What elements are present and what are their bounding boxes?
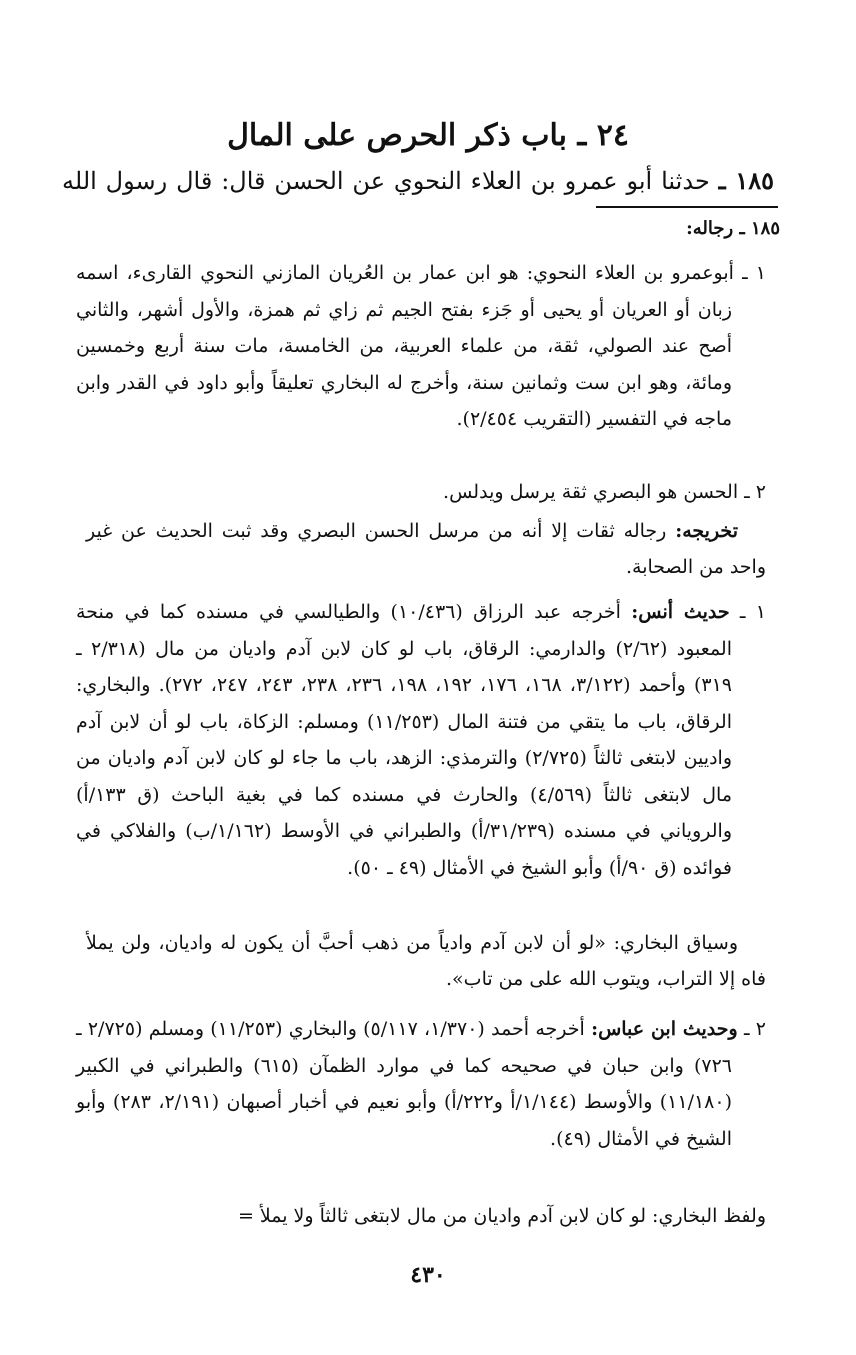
hadith-source-body bbox=[76, 594, 766, 886]
page-number: ٤٣٠ bbox=[410, 1262, 446, 1288]
rijal-item-body bbox=[76, 255, 766, 438]
siyaq-paragraph: وسياق البخاري: «لو أن لابن آدم وادياً من ذهب أحبَّ أن يكون له واديان، ولن يملأ فاه إلا التراب، ويتوب الله على من تاب». bbox=[86, 932, 766, 990]
rijal-item-marker: ١ ـ bbox=[742, 262, 766, 284]
hadith-number: ١٨٥ ـ bbox=[718, 166, 774, 195]
rijal-item-body bbox=[76, 474, 766, 511]
lafz-paragraph: ولفظ البخاري: لو كان لابن آدم واديان من مال لابتغى ثالثاً ولا يملأ = bbox=[237, 1205, 766, 1227]
footnote-separator bbox=[596, 206, 778, 208]
hadith-text: حدثنا أبو عمرو بن العلاء النحوي عن الحسن قال: قال رسول الله bbox=[62, 167, 710, 195]
rijal-item-marker: ٢ ـ bbox=[744, 481, 766, 503]
takhrij-label: تخريجه: bbox=[675, 520, 738, 542]
hadith-source-item bbox=[76, 1011, 766, 1157]
takhrij-paragraph bbox=[86, 513, 766, 585]
hadith-source-text: أخرجه أحمد (١/٣٧٠، ٥/١١٧) والبخاري (١١/٢٥٣) ومسلم (٢/٧٢٥ ـ ٧٢٦) وابن حبان في صحيحه كما في موارد الظمآن (٦١٥) والطبراني في الكبير (١١/١٨٠) والأوسط (١/١٤٤/أ و٢٢٢/أ) وأبو نعيم في أخبار أصبهان (٢/١٩١، ٢٨٣) وأبو الشيخ في الأمثال (٤٩). bbox=[76, 1018, 733, 1150]
rijal-item-text: أبوعمرو بن العلاء النحوي: هو ابن عمار بن العُريان المازني النحوي القارىء، اسمه زبان أو العريان أو يحيى أو جَزء بفتح الجيم ثم زاي ثم همزة، والأول أشهر، والثاني أصح عند الصولي، ثقة، من علماء العربية، من الخامسة، مات سنة أربع وخمسين ومائة، وهو ابن ست وثمانين سنة، وأخرج له البخاري تعليقاً وأبو داود في القدر وابن ماجه في التفسير (التقريب ٢/٤٥٤). bbox=[76, 262, 734, 430]
rijal-heading: ١٨٥ ـ رجاله: bbox=[686, 218, 780, 239]
rijal-item bbox=[76, 255, 766, 438]
rijal-item-text: الحسن هو البصري ثقة يرسل ويدلس. bbox=[443, 481, 739, 503]
rijal-item bbox=[76, 474, 766, 511]
hadith-source-label: وحديث ابن عباس: bbox=[591, 1018, 738, 1040]
takhrij-text: رجاله ثقات إلا أنه من مرسل الحسن البصري وقد ثبت الحديث عن غير واحد من الصحابة. bbox=[86, 520, 766, 578]
chapter-title: ٢٤ ـ باب ذكر الحرص على المال bbox=[227, 118, 629, 153]
hadith-source-marker: ٢ ـ bbox=[743, 1018, 767, 1040]
hadith-source-label: حديث أنس: bbox=[631, 601, 730, 623]
hadith-source-text: أخرجه عبد الرزاق (١٠/٤٣٦) والطيالسي في مسنده كما في منحة المعبود (٢/٦٢) والدارمي: الرقاق، باب لو كان لابن آدم واديان من مال (٢/٣١٨ ـ ٣١٩) وأحمد (٣/١٢٢، ١٦٨، ١٧٦، ١٩٢، ١٩٨، ٢٣٦، ٢٣٨، ٢٤٣، ٢٤٧، ٢٧٢). والبخاري: الرقاق، باب ما يتقي من فتنة المال (١١/٢٥٣) ومسلم: الزكاة، باب لو أن لابن آدم واديين لابتغى ثالثاً (٢/٧٢٥) والترمذي: الزهد، باب ما جاء لو كان لابن آدم واديان من مال لابتغى ثالثاً (٤/٥٦٩) والحارث في مسنده كما في بغية الباحث (ق ١٣٣/أ) والروياني في مسنده (٣١/٢٣٩/أ) والطبراني في الأوسط (١/١٦٢/ب) والفلاكي في فوائده (ق ٩٠/أ) وأبو الشيخ في الأمثال (٤٩ ـ ٥٠). bbox=[76, 601, 733, 879]
hadith-source-marker: ١ ـ bbox=[739, 601, 766, 623]
hadith-source-body bbox=[76, 1011, 766, 1157]
hadith-text-line bbox=[62, 166, 774, 195]
hadith-source-item bbox=[76, 594, 766, 886]
